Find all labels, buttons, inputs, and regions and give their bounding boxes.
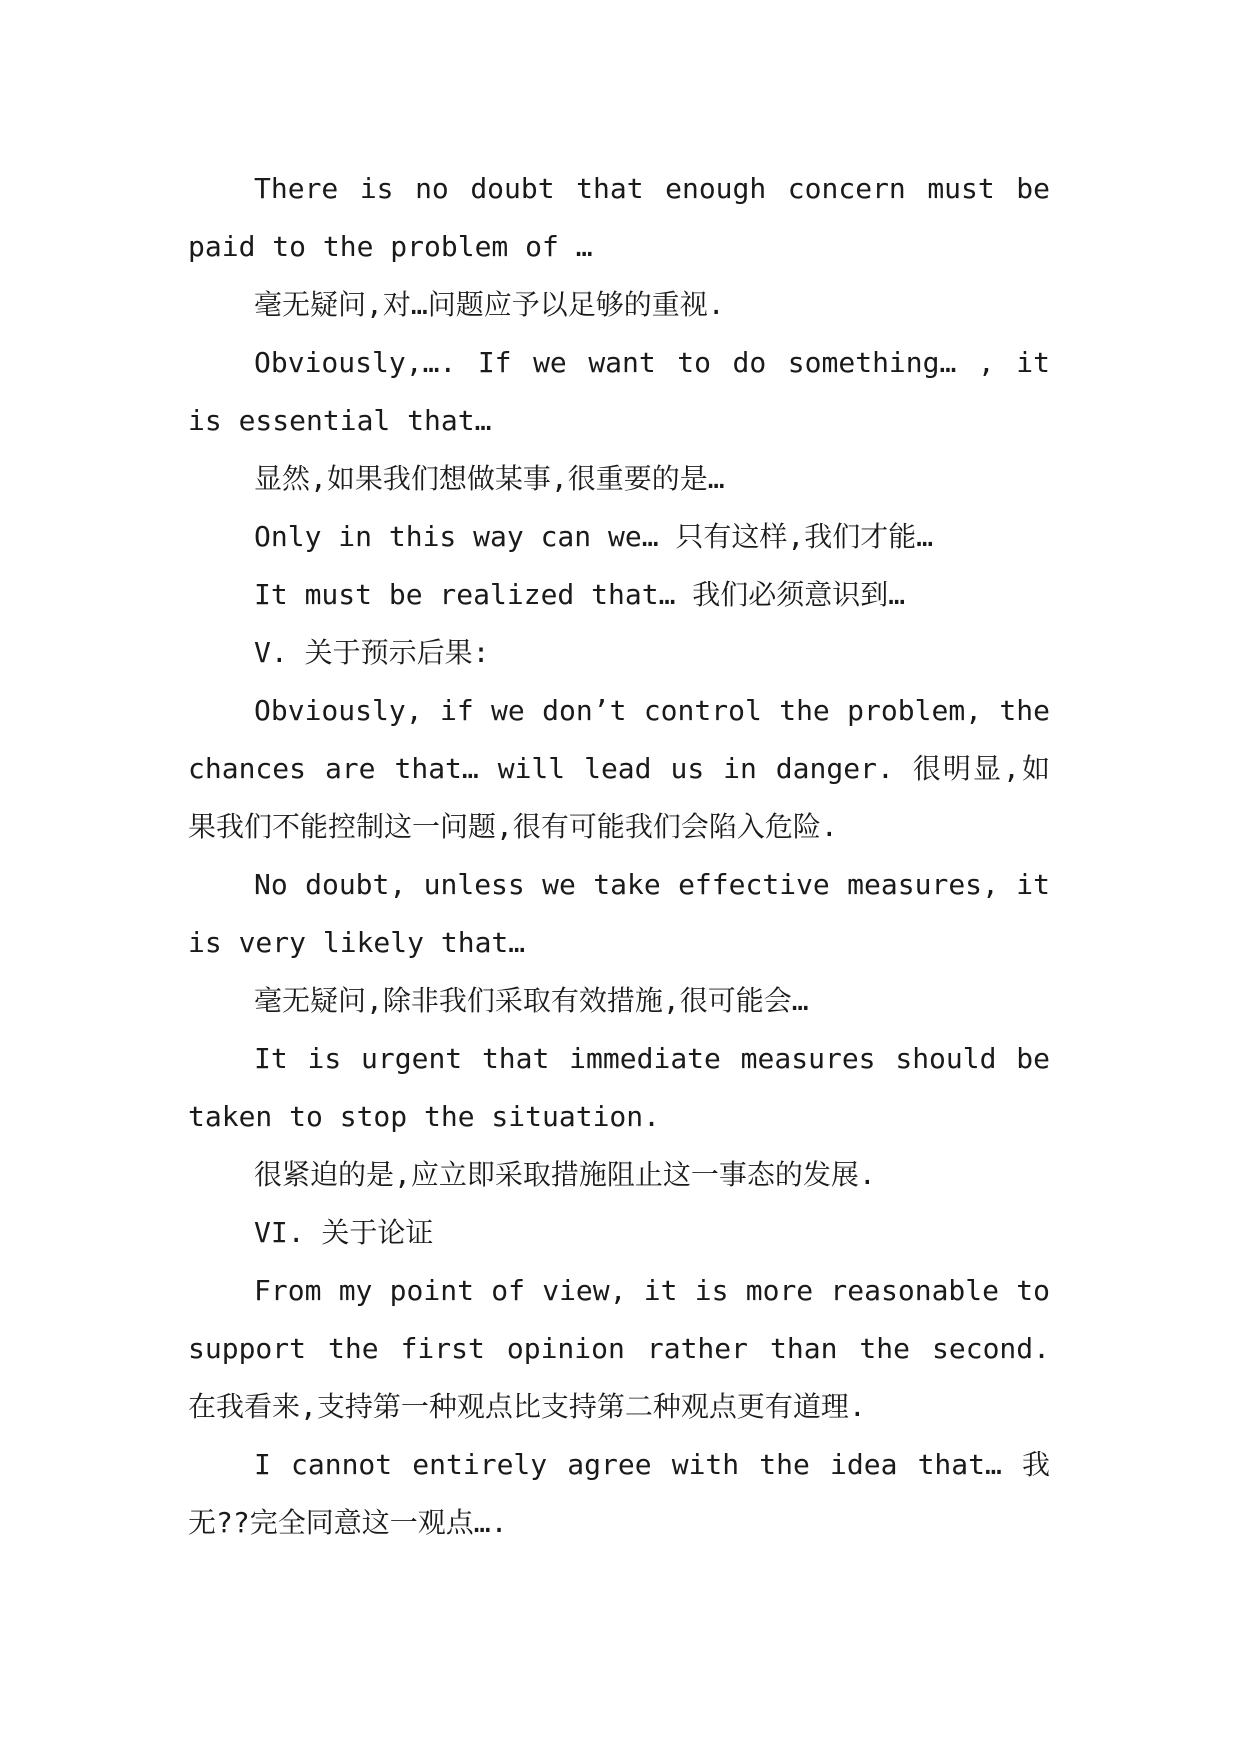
section-heading: V. 关于预示后果: bbox=[254, 636, 490, 669]
paragraph: It must be realized that… 我们必须意识到… bbox=[254, 578, 906, 611]
paragraph: From my point of view, it is more reasonable to support the first opinion rather than the second. 在我看来,支持第一种观点比支持第二种观点更有道理. bbox=[188, 1274, 1050, 1423]
section-heading: VI. 关于论证 bbox=[254, 1216, 434, 1249]
paragraph: It is urgent that immediate measures should be taken to stop the situation. bbox=[188, 1042, 1050, 1133]
paragraph: Obviously, if we don’t control the problem, the chances are that… will lead us in danger. 很明显,如果我们不能控制这一问题,很有可能我们会陷入危险. bbox=[188, 694, 1050, 843]
paragraph: I cannot entirely agree with the idea that… 我无??完全同意这一观点…. bbox=[188, 1448, 1050, 1539]
paragraph: There is no doubt that enough concern must be paid to the problem of … bbox=[188, 172, 1050, 263]
paragraph: 毫无疑问,除非我们采取有效措施,很可能会… bbox=[254, 984, 809, 1017]
paragraph: 毫无疑问,对…问题应予以足够的重视. bbox=[254, 288, 725, 321]
paragraph: 很紧迫的是,应立即采取措施阻止这一事态的发展. bbox=[254, 1158, 876, 1191]
paragraph: 显然,如果我们想做某事,很重要的是… bbox=[254, 462, 725, 495]
paragraph: Obviously,…. If we want to do something… , it is essential that… bbox=[188, 346, 1050, 437]
document-body bbox=[188, 160, 1050, 1552]
paragraph: Only in this way can we… 只有这样,我们才能… bbox=[254, 520, 934, 553]
paragraph: No doubt, unless we take effective measures, it is very likely that… bbox=[188, 868, 1050, 959]
